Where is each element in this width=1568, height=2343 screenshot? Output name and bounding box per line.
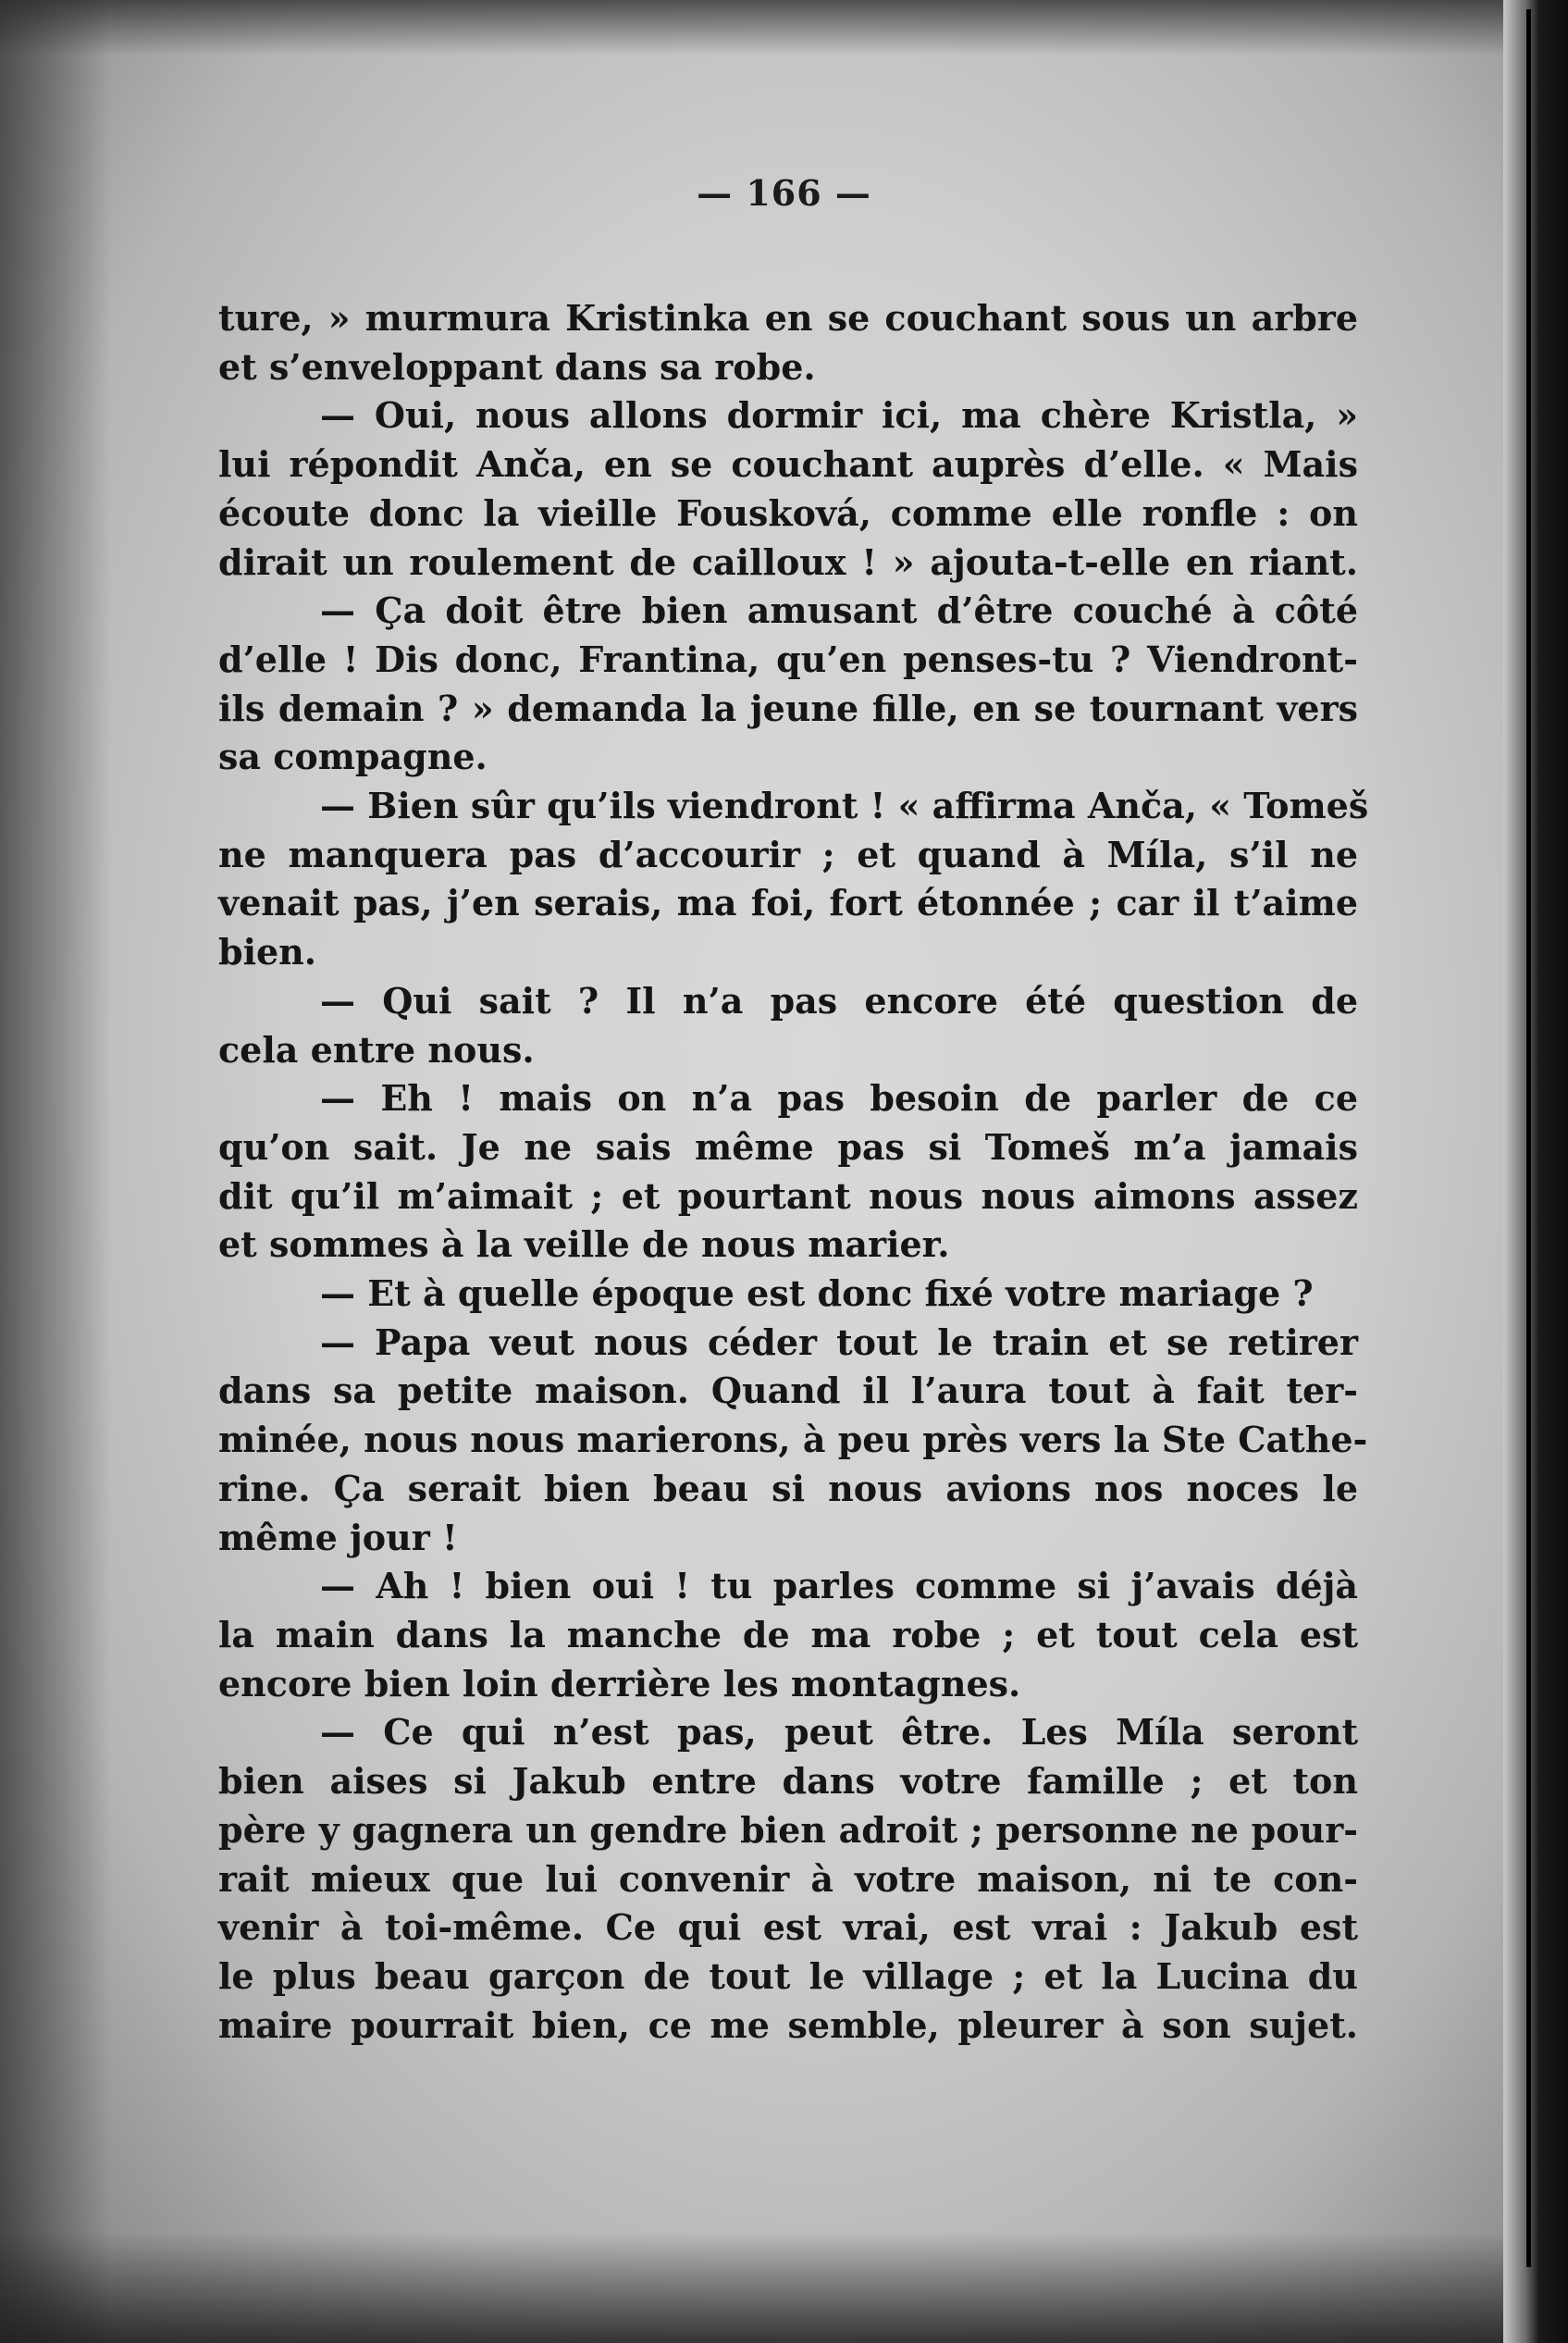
text-line: père y gagnera un gendre bien adroit ; personne ne pour- [218,1808,1358,1851]
text-line: bien aises si Jakub entre dans votre famille ; et ton [218,1760,1358,1803]
text-line: même jour ! [218,1516,458,1558]
page-number: — 166 — [697,172,871,214]
text-line: le plus beau garçon de tout le village ; et la Lucina du [218,1954,1358,1997]
text-line: — Bien sûr qu’ils viendront ! « affirma Anča, « Tomeš [320,785,1369,827]
page-top-shadow [0,0,1568,56]
text-line: — Oui, nous allons dormir ici, ma chère Kristla, » [320,394,1358,437]
text-line: et sommes à la veille de nous marier. [218,1223,950,1266]
text-line: — Et à quelle époque est donc fixé votre mariage ? [320,1272,1314,1315]
text-line: sa compagne. [218,736,488,778]
text-line: rait mieux que lui convenir à votre maison, ni te con- [218,1857,1358,1900]
text-line: venait pas, j’en serais, ma foi, fort étonnée ; car il t’aime [218,882,1358,924]
text-line: — Ah ! bien oui ! tu parles comme si j’avais déjà [320,1565,1358,1607]
text-line: ne manquera pas d’accourir ; et quand à Míla, s’il ne [218,833,1358,875]
text-line: — Ce qui n’est pas, peut être. Les Míla seront [320,1711,1358,1754]
text-line: — Eh ! mais on n’a pas besoin de parler de ce [320,1077,1358,1120]
text-line: ture, » murmura Kristinka en se couchant sous un arbre [218,297,1358,339]
text-line: dans sa petite maison. Quand il l’aura tout à fait ter- [218,1370,1358,1412]
text-line: — Qui sait ? Il n’a pas encore été question de [320,979,1358,1022]
text-line: d’elle ! Dis donc, Frantina, qu’en penses-tu ? Viendront- [218,638,1358,680]
text-line: dit qu’il m’aimait ; et pourtant nous nous aimons assez [218,1174,1358,1217]
page-bottom-shadow [0,2232,1568,2343]
text-line: encore bien loin derrière les montagnes. [218,1662,1021,1705]
text-line: cela entre nous. [218,1028,535,1071]
text-line: écoute donc la vieille Fousková, comme elle ronfle : on [218,491,1358,534]
book-binding-edge [1503,0,1568,2343]
text-line: venir à toi-même. Ce qui est vrai, est vrai : Jakub est [218,1906,1358,1949]
text-line: — Papa veut nous céder tout le train et se retirer [320,1320,1358,1363]
text-line: ils demain ? » demanda la jeune fille, en se tournant vers [218,687,1358,729]
text-line: minée, nous nous marierons, à peu près vers la Ste Cathe- [218,1419,1368,1461]
text-line: — Ça doit être bien amusant d’être couché à côté [320,589,1358,632]
text-line: la main dans la manche de ma robe ; et tout cela est [218,1613,1358,1655]
text-line: qu’on sait. Je ne sais même pas si Tomeš m’a jamais [218,1125,1358,1168]
body-text [218,294,1369,2050]
text-line: rine. Ça serait bien beau si nous avions nos noces le [218,1467,1358,1509]
text-line: dirait un roulement de cailloux ! » ajouta-t-elle en riant. [218,540,1358,583]
page-left-shadow [0,0,111,2343]
text-line: lui répondit Anča, en se couchant auprès d’elle. « Mais [218,443,1358,486]
text-line: et s’enveloppant dans sa robe. [218,345,816,388]
text-line: maire pourrait bien, ce me semble, pleurer à son sujet. [218,2003,1358,2046]
text-line: bien. [218,931,317,973]
binding-line [1526,9,1531,2267]
